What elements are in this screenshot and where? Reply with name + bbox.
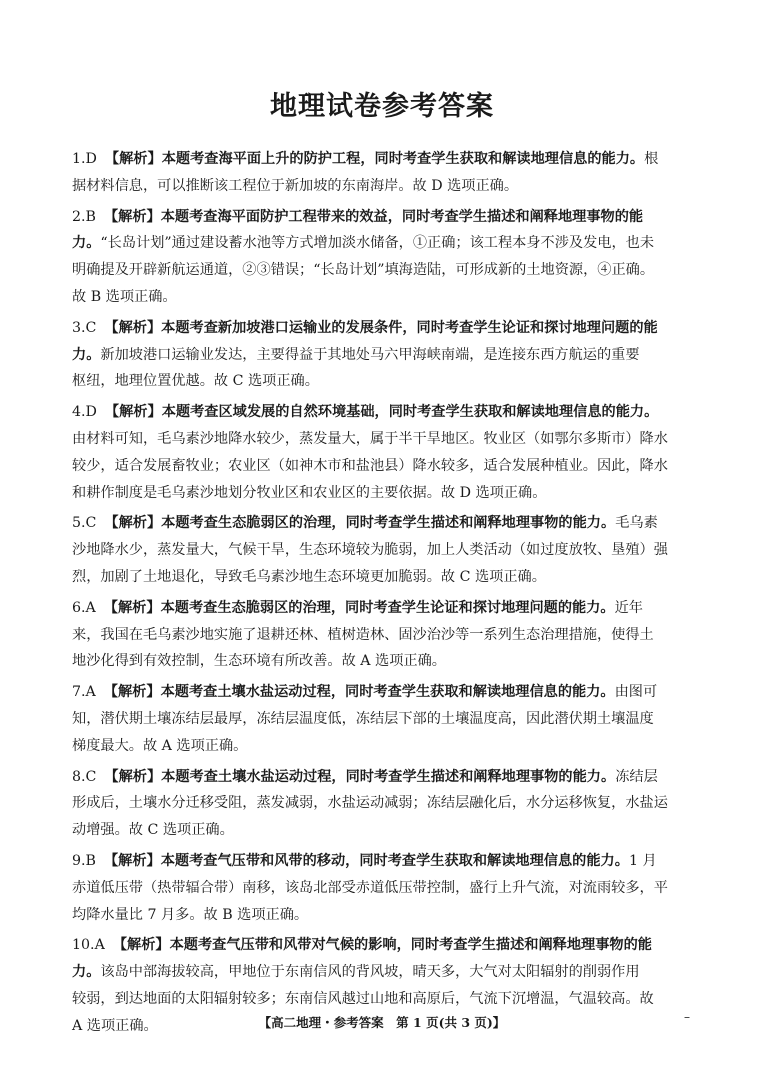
answer-line	[72, 537, 700, 564]
analysis-tag: 【解析】	[103, 684, 161, 701]
analysis-text: 梯度最大。故 A 选项正确。	[72, 737, 248, 754]
answer-line	[72, 342, 700, 369]
answer-line	[72, 510, 700, 537]
answer-line	[72, 902, 700, 929]
answer-line	[72, 764, 700, 791]
analysis-text: 新加坡港口运输业发达，主要得益于其地处马六甲海峡南端，是连接东西方航运的重要	[100, 346, 640, 363]
answer-line	[72, 875, 700, 902]
analysis-text: 根	[644, 151, 659, 167]
analysis-heading: 本题考查气压带和风带的移动，同时考查学生获取和解读地理信息的能力。	[160, 852, 629, 869]
analysis-text: 烈，加剧了土地退化，导致毛乌素沙地生态环境更加脆弱。故 C 选项正确。	[72, 568, 546, 585]
answer-number: 1.D	[72, 151, 97, 167]
analysis-text: 来，我国在毛乌素沙地实施了退耕还林、植树造林、固沙治沙等一系列生态治理措施，使得土	[72, 626, 654, 643]
answer-line	[72, 173, 700, 200]
analysis-tag: 【解析】	[104, 151, 162, 167]
analysis-tag: 【解析】	[112, 937, 170, 954]
analysis-text: 动增强。故 C 选项正确。	[72, 822, 234, 839]
analysis-text: 由材料可知，毛乌素沙地降水较少，蒸发量大，属于半干旱地区。牧业区（如鄂尔多斯市）降水	[72, 430, 668, 447]
analysis-text: 地沙化得到有效控制，生态环境有所改善。故 A 选项正确。	[72, 653, 446, 670]
analysis-tag: 【解析】	[103, 599, 161, 616]
analysis-heading: 本题考查新加坡港口运输业的发展条件，同时考查学生论证和探讨地理问题的能	[161, 319, 658, 336]
answer-line	[72, 706, 700, 733]
answer-line	[72, 733, 700, 760]
analysis-text: 较弱，到达地面的太阳辐射较多；东南信风越过山地和高原后，气流下沉增温，气温较高。故	[72, 990, 654, 1007]
answer-item	[72, 848, 700, 928]
analysis-text: 较少，适合发展畜牧业；农业区（如神木市和盐池县）降水较多，适合发展种植业。因此，降水	[72, 457, 668, 474]
analysis-text: 赤道低压带（热带辐合带）南移，该岛北部受赤道低压带控制，盛行上升气流，对流雨较多，平	[72, 879, 668, 896]
analysis-tag: 【解析】	[104, 319, 162, 336]
answer-line	[72, 257, 700, 284]
answer-number: 10.A	[72, 937, 105, 954]
answer-item	[72, 399, 700, 506]
answer-line	[72, 146, 700, 173]
analysis-text: 近年	[614, 599, 643, 616]
answer-list	[72, 146, 700, 1044]
analysis-heading: 本题考查生态脆弱区的治理，同时考查学生论证和探讨地理问题的能力。	[160, 599, 615, 616]
answer-line	[72, 453, 700, 480]
analysis-heading: 本题考查土壤水盐运动过程，同时考查学生描述和阐释地理事物的能力。	[161, 768, 616, 785]
analysis-text: “长岛计划”通过建设蓄水池等方式增加淡水储备，①正确；该工程本身不涉及发电，也未	[100, 235, 655, 252]
answer-line	[72, 315, 700, 342]
answer-number: 5.C	[72, 515, 97, 532]
analysis-heading: 力。	[72, 346, 101, 363]
analysis-text: 形成后，土壤水分迁移受阻，蒸发减弱，水盐运动减弱；冻结层融化后，水分运移恢复，水盐运	[72, 795, 668, 812]
answer-line	[72, 368, 700, 395]
answer-line	[72, 480, 700, 507]
page-title: 地理试卷参考答案	[270, 91, 494, 122]
analysis-text: 冻结层	[615, 768, 658, 785]
analysis-text: 该岛中部海拔较高，甲地位于东南信风的背风坡，晴天多，大气对太阳辐射的削弱作用	[100, 964, 640, 981]
answer-item	[72, 510, 700, 590]
analysis-heading: 本题考查区域发展的自然环境基础，同时考查学生获取和解读地理信息的能力。	[161, 404, 659, 421]
analysis-text: 毛乌素	[615, 515, 658, 532]
answer-line	[72, 959, 700, 986]
answer-number: 3.C	[72, 319, 97, 336]
answer-number: 6.A	[72, 599, 96, 616]
answer-line	[72, 848, 700, 875]
analysis-heading: 本题考查海平面上升的防护工程，同时考查学生获取和解读地理信息的能力。	[161, 151, 645, 167]
footer-dash: –	[684, 1010, 690, 1024]
answer-line	[72, 426, 700, 453]
answer-line	[72, 679, 700, 706]
answer-number: 2.B	[72, 208, 96, 225]
analysis-text: 明确提及开辟新航运通道，②③错误；“长岛计划”填海造陆，可形成新的土地资源，④正确。	[72, 262, 655, 279]
analysis-tag: 【解析】	[103, 208, 161, 225]
answer-line	[72, 648, 700, 675]
analysis-text: 沙地降水少，蒸发量大，气候干旱，生态环境较为脆弱，加上人类活动（如过度放牧、垦殖）强	[72, 542, 668, 559]
analysis-text: A 选项正确。	[72, 1017, 158, 1034]
analysis-heading: 力。	[72, 235, 101, 252]
answer-line	[72, 790, 700, 817]
answer-line	[72, 595, 700, 622]
answer-number: 4.D	[72, 404, 97, 421]
analysis-text: 故 B 选项正确。	[72, 288, 177, 305]
analysis-text: 1 月	[628, 852, 657, 869]
analysis-heading: 本题考查气压带和风带对气候的影响，同时考查学生描述和阐释地理事物的能	[169, 937, 652, 954]
answer-line	[72, 204, 700, 231]
analysis-tag: 【解析】	[104, 404, 162, 421]
analysis-text: 知，潜伏期土壤冻结层最厚，冻结层温度低，冻结层下部的土壤温度高，因此潜伏期土壤温度	[72, 710, 654, 727]
analysis-text: 由图可	[614, 684, 658, 701]
analysis-heading: 本题考查海平面防护工程带来的效益，同时考查学生描述和阐释地理事物的能	[160, 208, 644, 225]
answer-item	[72, 315, 700, 395]
answer-number: 9.B	[72, 852, 96, 869]
answer-line	[72, 230, 700, 257]
analysis-text: 和耕作制度是毛乌素沙地划分牧业区和农业区的主要依据。故 D 选项正确。	[72, 484, 547, 501]
answer-item	[72, 146, 700, 200]
answer-item	[72, 679, 700, 759]
analysis-heading: 本题考查生态脆弱区的治理，同时考查学生描述和阐释地理事物的能力。	[161, 515, 616, 532]
page-footer: 【高二地理・参考答案 第 1 页(共 3 页)】	[258, 1015, 506, 1030]
analysis-tag: 【解析】	[103, 852, 161, 869]
answer-number: 7.A	[72, 684, 96, 701]
answer-item	[72, 764, 700, 844]
answer-number: 8.C	[72, 768, 97, 785]
analysis-text: 据材料信息，可以推断该工程位于新加坡的东南海岸。故 D 选项正确。	[72, 177, 519, 194]
answer-item	[72, 595, 700, 675]
analysis-heading: 本题考查土壤水盐运动过程，同时考查学生获取和解读地理信息的能力。	[160, 684, 615, 701]
answer-line	[72, 284, 700, 311]
answer-line	[72, 399, 700, 426]
answer-line	[72, 817, 700, 844]
analysis-tag: 【解析】	[104, 515, 162, 532]
answer-item	[72, 204, 700, 311]
analysis-text: 枢纽，地理位置优越。故 C 选项正确。	[72, 373, 319, 390]
answer-line	[72, 622, 700, 649]
analysis-tag: 【解析】	[104, 768, 162, 785]
analysis-text: 均降水量比 7 月多。故 B 选项正确。	[72, 906, 309, 923]
answer-line	[72, 986, 700, 1013]
answer-line	[72, 564, 700, 591]
answer-line	[72, 932, 700, 959]
analysis-heading: 力。	[72, 964, 101, 981]
